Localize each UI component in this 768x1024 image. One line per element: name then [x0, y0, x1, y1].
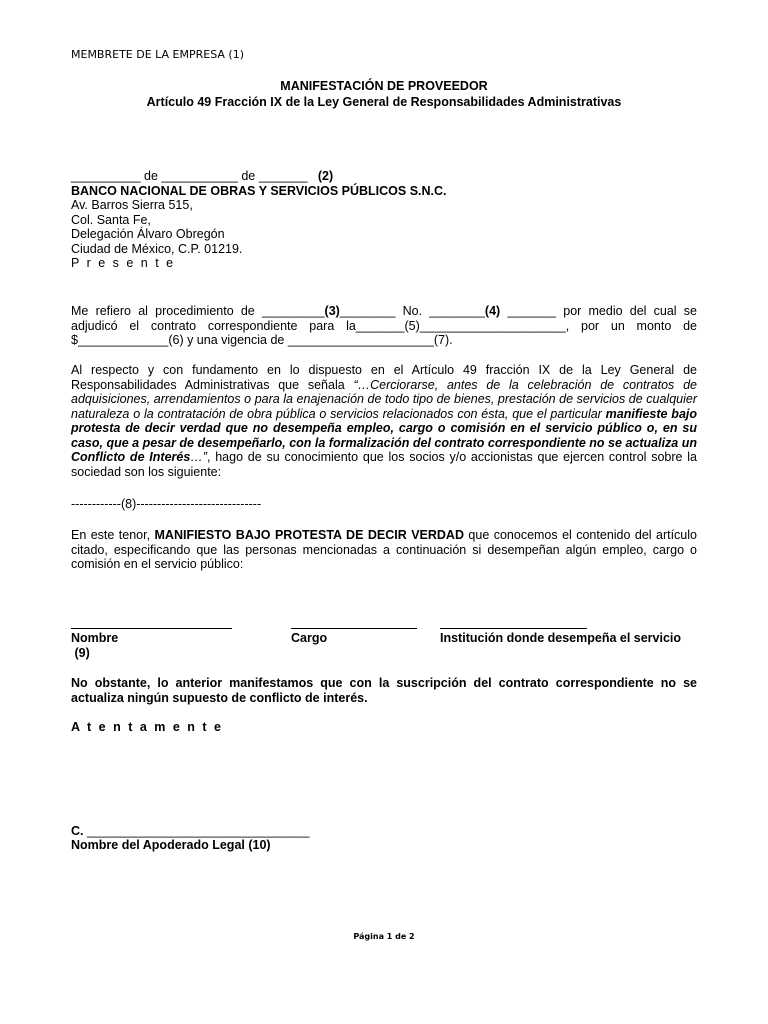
- date-connector: de: [140, 169, 162, 183]
- page-number: Página 1 de 2: [353, 932, 415, 941]
- quote-bold: manifieste bajo protesta de decir verdad que no desempeña empleo, cargo o comisión en el servicio público o, en su caso, que a pesar de desempeñarlo, con la formalización del contrato correspondiente no se actualiza un Conflicto de Interés: [71, 406, 697, 464]
- text-run: _______ por medio del cual se adjudicó el contrato correspondiente para la_______(5)_____________________, por un monto de $_____________(6) y una vigencia de _____________________(7).: [71, 304, 697, 347]
- institution-underline: [440, 628, 587, 629]
- column-position-header: Cargo: [291, 631, 328, 645]
- closing-statement: No obstante, lo anterior manifestamos que con la suscripción del contrato correspondiente no se actualiza ningún supuesto de conflicto de interés.: [71, 676, 697, 705]
- year-blank: _______: [258, 169, 308, 183]
- declaration-bold: MANIFIESTO BAJO PROTESTA DE DECIR VERDAD: [154, 528, 464, 542]
- table-ref-9: (9): [71, 646, 90, 660]
- document-title: MANIFESTACIÓN DE PROVEEDOR: [280, 79, 488, 93]
- separator-line: ------------(8)------------------------------: [71, 497, 262, 511]
- presente-label: P r e s e n t e: [71, 256, 176, 270]
- ref-4: (4): [484, 304, 501, 318]
- quote-italic: “…Cerciorarse, antes de la celebración de contratos de adquisiciones, arrendamientos o para la enajenación de todo tipo de bienes, prestación de servicios de cualquier naturaleza o la contratación de obra pública o servicios relacionados con ésta, que el particular: [71, 377, 697, 421]
- addressee-delegation: Delegación Álvaro Obregón: [71, 227, 225, 241]
- paragraph-procedure: [71, 304, 697, 348]
- date-connector: de: [237, 169, 259, 183]
- date-line: [71, 169, 697, 184]
- column-institution-header: Institución donde desempeña el servicio: [440, 631, 682, 645]
- quote-end: …”: [190, 450, 207, 464]
- paragraph-declaration: [71, 528, 697, 572]
- text-run: Al respecto y con fundamento en lo dispuesto en el Artículo 49 fracción IX de la Ley General de Responsabilidades Administrativas que señala: [71, 363, 697, 392]
- day-blank: __________: [71, 169, 141, 183]
- addressee-colony: Col. Santa Fe,: [71, 212, 151, 227]
- addressee-block: [71, 169, 697, 271]
- signature-prefix: C.: [71, 824, 87, 838]
- text-run: que conocemos el contenido del artículo citado, especificando que las personas mencionadas a continuación si desempeñan algún empleo, cargo o comisión en el servicio público:: [71, 528, 697, 571]
- signature-line: [71, 824, 309, 839]
- letterhead: MEMBRETE DE LA EMPRESA (1): [71, 48, 245, 61]
- addressee-street: Av. Barros Sierra 515,: [71, 198, 193, 212]
- text-run: , hago de su conocimiento que los socios y/o accionistas que ejercen control sobre la sociedad son los siguiente:: [71, 450, 697, 479]
- paragraph-legal-basis: [71, 363, 697, 479]
- addressee-name: BANCO NACIONAL DE OBRAS Y SERVICIOS PÚBLICOS S.N.C.: [71, 183, 447, 198]
- month-blank: ___________: [161, 169, 238, 183]
- text-run: En este tenor,: [71, 528, 155, 542]
- text-run: Me refiero al procedimiento de _________: [71, 304, 325, 318]
- signature-label: Nombre del Apoderado Legal (10): [71, 838, 271, 852]
- document-subtitle: Artículo 49 Fracción IX de la Ley General de Responsabilidades Administrativas: [146, 95, 622, 109]
- name-underline: [71, 628, 232, 629]
- ref-3: (3): [324, 304, 340, 318]
- column-name-header: Nombre: [71, 631, 119, 645]
- date-ref: (2): [317, 169, 334, 183]
- signature-blank: ________________________________: [86, 824, 310, 838]
- sign-off: A t e n t a m e n t e: [71, 720, 223, 734]
- position-underline: [291, 628, 417, 629]
- addressee-city: Ciudad de México, C.P. 01219.: [71, 241, 243, 256]
- text-run: ________ No. ________: [339, 304, 485, 318]
